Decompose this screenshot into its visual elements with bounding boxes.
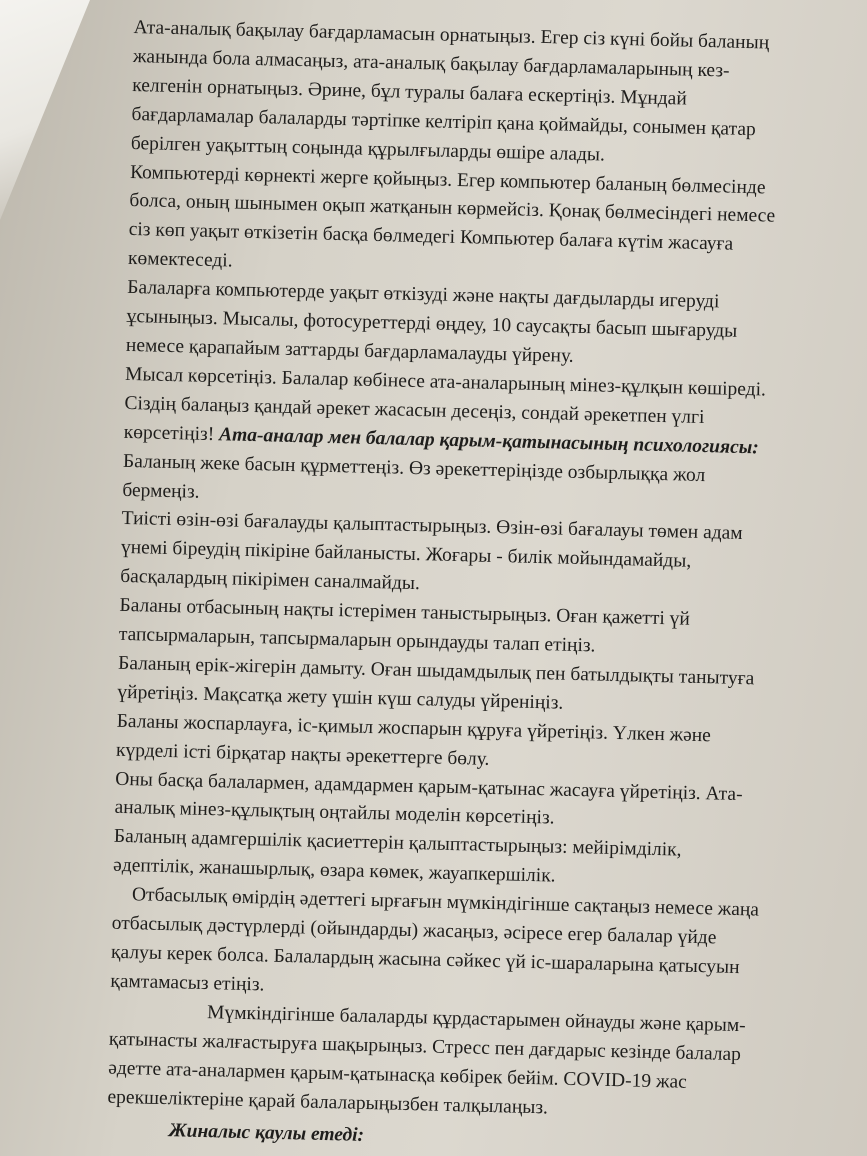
section-heading: Ата-аналар мен балалар қарым-қатынасының психологиясы: xyxy=(218,423,760,459)
text-line: Баланың ерік-жігерін дамыту. Оған шыдамдылық пен батылдықты танытуға xyxy=(117,652,755,690)
text-line: Оны басқа балалармен, адамдармен қарым-қатынас жасауға үйретіңіз. Ата- xyxy=(115,768,743,805)
text-line: Мүмкіндігінше балаларды құрдастарымен ойнауды және қарым- xyxy=(109,999,746,1037)
text-line: Балаларға компьютерде уақыт өткізуді және нақты дағдыларды игеруді xyxy=(127,277,720,313)
text-line: келгенін орнатыңыз. Әрине, бұл туралы балаға ескертіңіз. Мұндай xyxy=(132,74,688,110)
text-line: сіз көп уақыт өткізетін басқа бөлмедегі Компьютер балаға күтім жасауға xyxy=(128,219,734,256)
text-line: ұсыныңыз. Мысалы, фотосуреттерді өңдеу, 10 саусақты басып шығаруды xyxy=(126,305,738,342)
text-line: Баланың адамгершілік қасиеттерін қалыптастырыңыз: мейірімділік, xyxy=(113,826,682,861)
text-line: Ата-аналық бақылау бағдарламасын орнатыңыз. Егер сіз күні бойы баланың xyxy=(133,16,770,54)
text-line: бағдарламалар балаларды тәртіпке келтіріп қана қоймайды, сонымен қатар xyxy=(131,103,756,140)
text-line: жанында бола алмасаңыз, ата-аналық бақылау бағдарламаларының кез- xyxy=(132,45,730,82)
text-line: болса, оның шынымен оқып жатқанын көрмейсіз. Қонақ бөлмесіндегі немесе xyxy=(129,190,776,228)
text-line: қамтамасыз етіңіз. xyxy=(110,970,265,996)
text-line: әдептілік, жанашырлық, өзара көмек, жауапкершілік. xyxy=(112,855,556,887)
text-line: берілген уақыттың соңында құрылғыларды өшіре алады. xyxy=(130,132,606,166)
page-fold xyxy=(0,0,90,220)
text-line: басқалардың пікірімен саналмайды. xyxy=(119,566,421,595)
text-line: Баланы отбасының нақты істерімен таныстырыңыз. Оған қажетті үй xyxy=(119,594,691,630)
text-line: Баланы жоспарлауға, іс-қимыл жоспарын құруға үйретіңіз. Үлкен және xyxy=(116,710,712,747)
text-line: көмектеседі. xyxy=(127,248,233,272)
text-line: Баланың жеке басын құрметтеңіз. Өз әрекеттеріңізде озбырлыққа жол xyxy=(122,450,706,486)
text-line: Мысал көрсетіңіз. Балалар көбінесе ата-аналарының мінез-құлқын көшіреді. xyxy=(124,363,767,401)
text-line: аналық мінез-құлықтың оңтайлы моделін көрсетіңіз. xyxy=(114,797,555,829)
text-line: Компьютерді көрнекті жерге қойыңыз. Егер компьютер баланың бөлмесінде xyxy=(129,161,766,199)
text-line: бермеңіз. xyxy=(122,479,200,503)
text-line: немесе қарапайым заттарды бағдарламалауды үйрену. xyxy=(125,334,574,367)
text-line: Отбасылық өмірдің әдеттегі ырғағын мүмкіндігінше сақтаңыз немесе жаңа xyxy=(112,883,760,921)
text-line: тапсырмаларын, тапсырмаларын орындауды талап етіңіз. xyxy=(118,623,596,657)
text-line: Тиісті өзін-өзі бағалауды қалыптастырыңыз. Өзін-өзі бағалауы төмен адам xyxy=(121,508,743,545)
text-line: үйретіңіз. Мақсатқа жету үшін күш салуды үйреніңіз. xyxy=(117,681,564,714)
text-line: Сіздің балаңыз қандай әрекет жасасын десеңіз, сондай әрекетпен үлгі xyxy=(124,392,705,428)
closing-heading: Жиналыс қаулы етеді: xyxy=(168,1120,365,1147)
text-line: әдетте ата-аналармен қарым-қатынасқа көбірек бейім. COVID-19 жас xyxy=(107,1057,688,1093)
text-line: үнемі біреудің пікіріне байланысты. Жоғары - билік мойындамайды, xyxy=(120,537,692,573)
text-line: қалуы керек болса. Балалардың жасына сәйкес үй іс-шараларына қатысуын xyxy=(110,941,740,979)
text-line: отбасылық дәстүрлерді (ойындарды) жасаңыз, әсіресе егер балалар үйде xyxy=(111,912,717,949)
line-plain-part: көрсетіңіз! xyxy=(123,421,220,445)
text-line: ерекшеліктеріне қарай балаларыңызбен талқылаңыз. xyxy=(107,1086,549,1118)
text-line: қатынасты жалғастыруға шақырыңыз. Стресс пен дағдарыс кезінде балалар xyxy=(108,1028,742,1065)
text-line: күрделі істі бірқатар нақты әрекеттерге бөлу. xyxy=(115,739,490,770)
document-body xyxy=(106,14,823,1156)
